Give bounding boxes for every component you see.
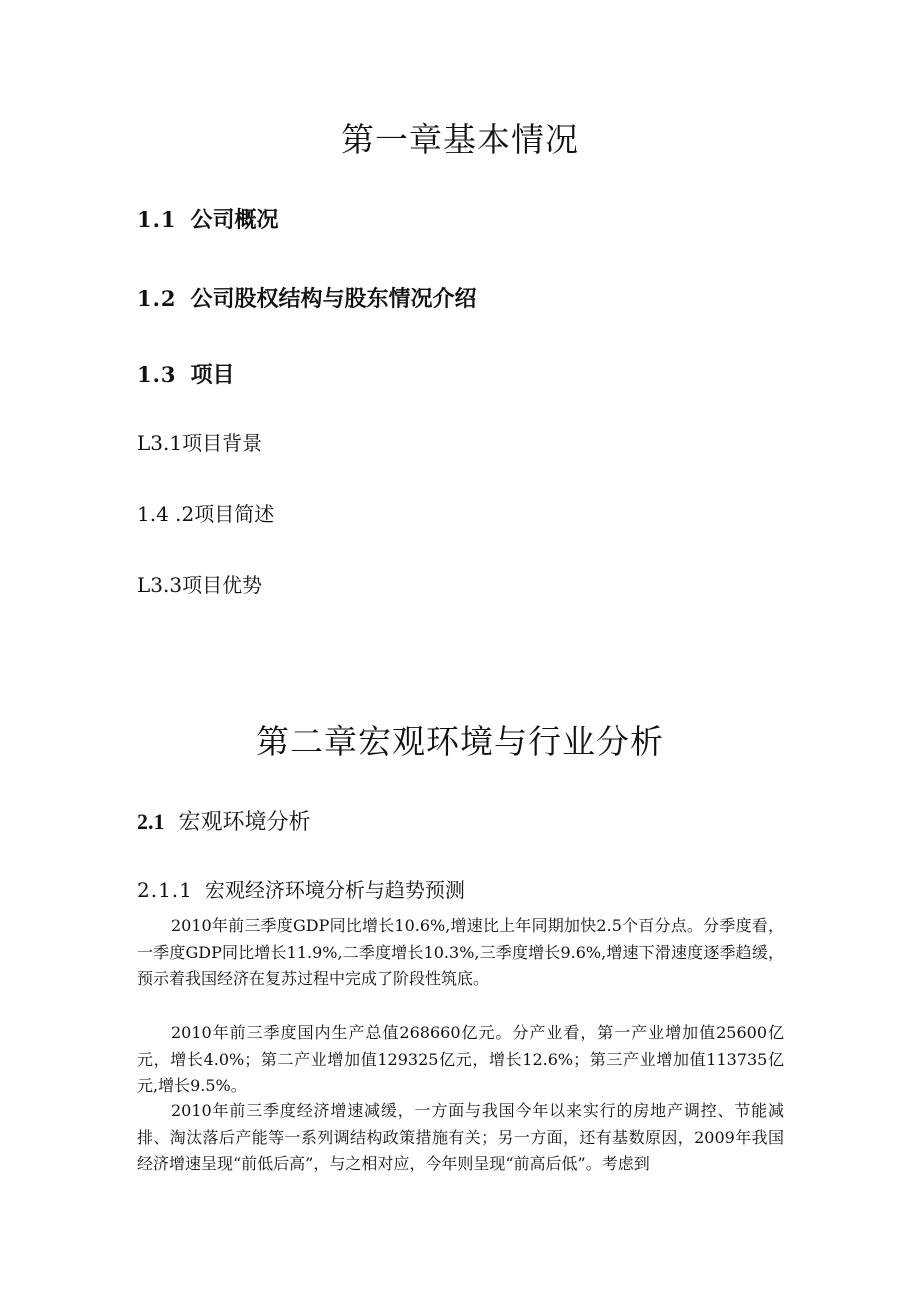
section-number: 1.3 (137, 362, 177, 387)
section-number: 1.2 (137, 286, 177, 311)
subsection-project-advantages: L3.3项目优势 (137, 573, 263, 597)
section-number: 1.1 (137, 207, 177, 232)
paragraph-1: 2010年前三季度GDP同比增长10.6%,增速比上年同期加快2.5个百分点。分季度看，一季度GDP同比增长11.9%,二季度增长10.3%,三季度增长9.6%,增速下滑速度逐季趋缓，预示着我国经济在复苏过程中完成了阶段性筑底。 (137, 916, 784, 988)
paragraph-2: 2010年前三季度国内生产总值268660亿元。分产业看，第一产业增加值25600亿元，增长4.0%；第二产业增加值129325亿元，增长12.6%；第三产业增加值113735亿元,增长9.5%。 (137, 1023, 784, 1095)
subsection-2-1-1 (137, 875, 465, 905)
section-1-1 (137, 204, 279, 237)
subsection-number: 2.1.1 (137, 878, 193, 902)
subsection-project-background: L3.1项目背景 (137, 431, 263, 455)
section-title: 公司概况 (190, 208, 279, 233)
subsection-title: 宏观经济环境分析与趋势预测 (204, 878, 465, 902)
section-title: 项目 (190, 363, 235, 388)
section-2-1 (137, 806, 311, 839)
section-number: 2.1 (137, 809, 165, 834)
paragraph-3: 2010年前三季度经济增速减缓，一方面与我国今年以来实行的房地产调控、节能减排、淘汰落后产能等一系列调结构政策措施有关；另一方面，还有基数原因，2009年我国经济增速呈现“前低后高”，与之相对应，今年则呈现“前高后低”。考虑到 (137, 1101, 784, 1173)
section-1-3 (137, 359, 235, 392)
chapter-2-title: 第二章宏观环境与行业分析 (256, 722, 664, 761)
section-title: 公司股权结构与股东情况介绍 (190, 287, 477, 312)
subsection-project-summary: 1.4 .2项目简述 (137, 502, 275, 526)
chapter-1-title: 第一章基本情况 (341, 120, 579, 159)
section-1-2 (137, 283, 477, 316)
section-title: 宏观环境分析 (178, 810, 311, 835)
